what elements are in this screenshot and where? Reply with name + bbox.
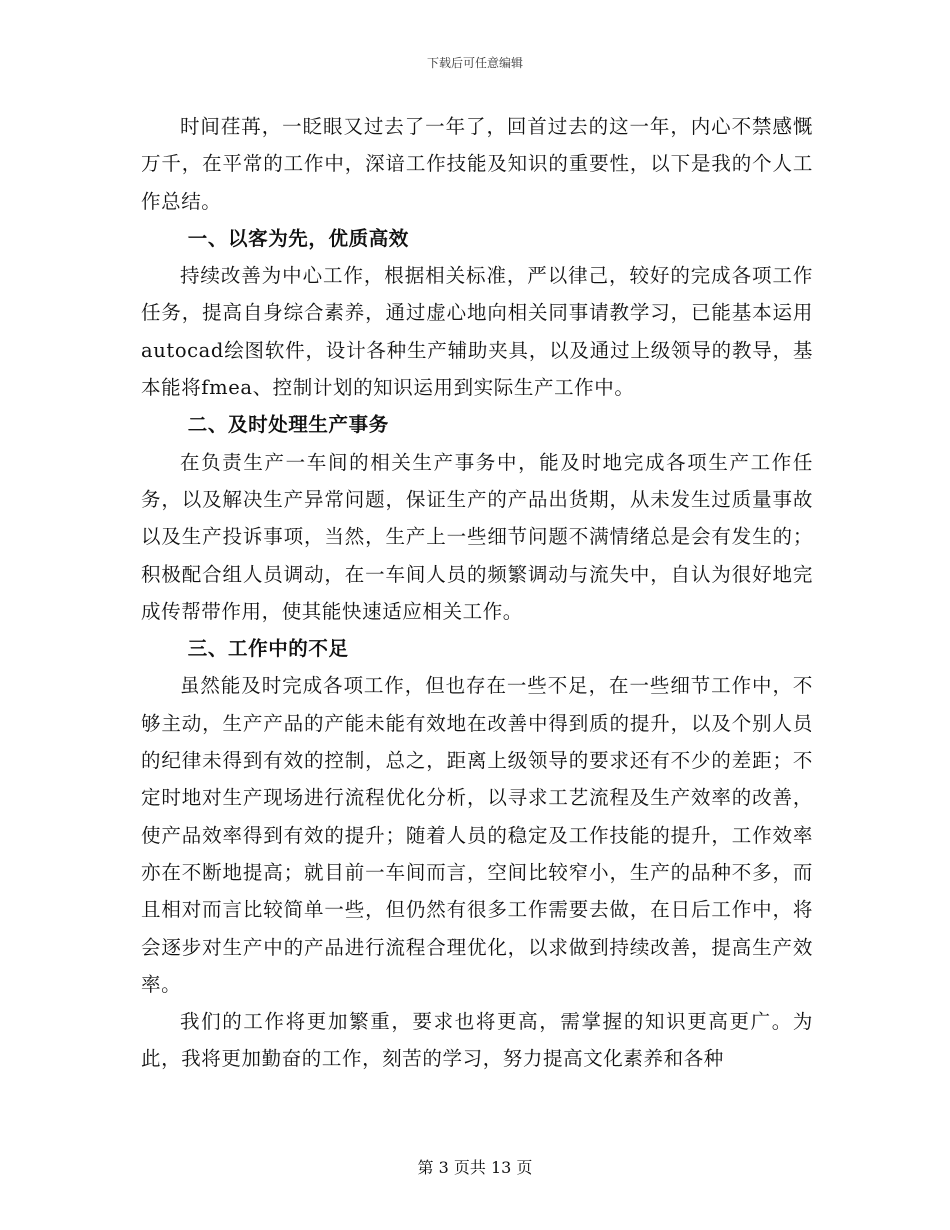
page-footer: 第 3 页共 13 页	[417, 1158, 533, 1177]
section-heading-3: 三、工作中的不足	[187, 637, 349, 661]
document-body	[141, 108, 813, 1078]
section-heading-1: 一、以客为先，优质高效	[187, 226, 409, 250]
section-paragraph-1: 持续改善为中心工作，根据相关标准，严以律己，较好的完成各项工作任务，提高自身综合素养，通过虚心地向相关同事请教学习，已能基本运用autocad绘图软件，设计各种生产辅助夹具，以及通过上级领导的教导，基本能将fmea、控制计划的知识运用到实际生产工作中。	[141, 264, 813, 400]
section-heading-2: 二、及时处理生产事务	[187, 413, 389, 437]
section-paragraph-2: 在负责生产一车间的相关生产事务中，能及时地完成各项生产工作任务，以及解决生产异常问题，保证生产的产品出货期，从未发生过质量事故以及生产投诉事项，当然，生产上一些细节问题不满情绪总是会有发生的；积极配合组人员调动，在一车间人员的频繁调动与流失中，自认为很好地完成传帮带作用，使其能快速适应相关工作。	[141, 450, 813, 623]
intro-paragraph: 时间荏苒，一眨眼又过去了一年了，回首过去的这一年，内心不禁感慨万千，在平常的工作中，深谙工作技能及知识的重要性，以下是我的个人工作总结。	[141, 115, 813, 213]
page-header: 下载后可任意编辑	[426, 56, 523, 70]
section-paragraph-3: 虽然能及时完成各项工作，但也存在一些不足，在一些细节工作中，不够主动，生产产品的产能未能有效地在改善中得到质的提升，以及个别人员的纪律未得到有效的控制，总之，距离上级领导的要求还有不少的差距；不定时地对生产现场进行流程优化分析，以寻求工艺流程及生产效率的改善，使产品效率得到有效的提升；随着人员的稳定及工作技能的提升，工作效率亦在不断地提高；就目前一车间而言，空间比较窄小，生产的品种不多，而且相对而言比较简单一些，但仍然有很多工作需要去做，在日后工作中，将会逐步对生产中的产品进行流程合理优化，以求做到持续改善，提高生产效率。	[141, 674, 813, 996]
closing-paragraph: 我们的工作将更加繁重，要求也将更高，需掌握的知识更高更广。为此，我将更加勤奋的工作，刻苦的学习，努力提高文化素养和各种	[141, 1010, 813, 1071]
